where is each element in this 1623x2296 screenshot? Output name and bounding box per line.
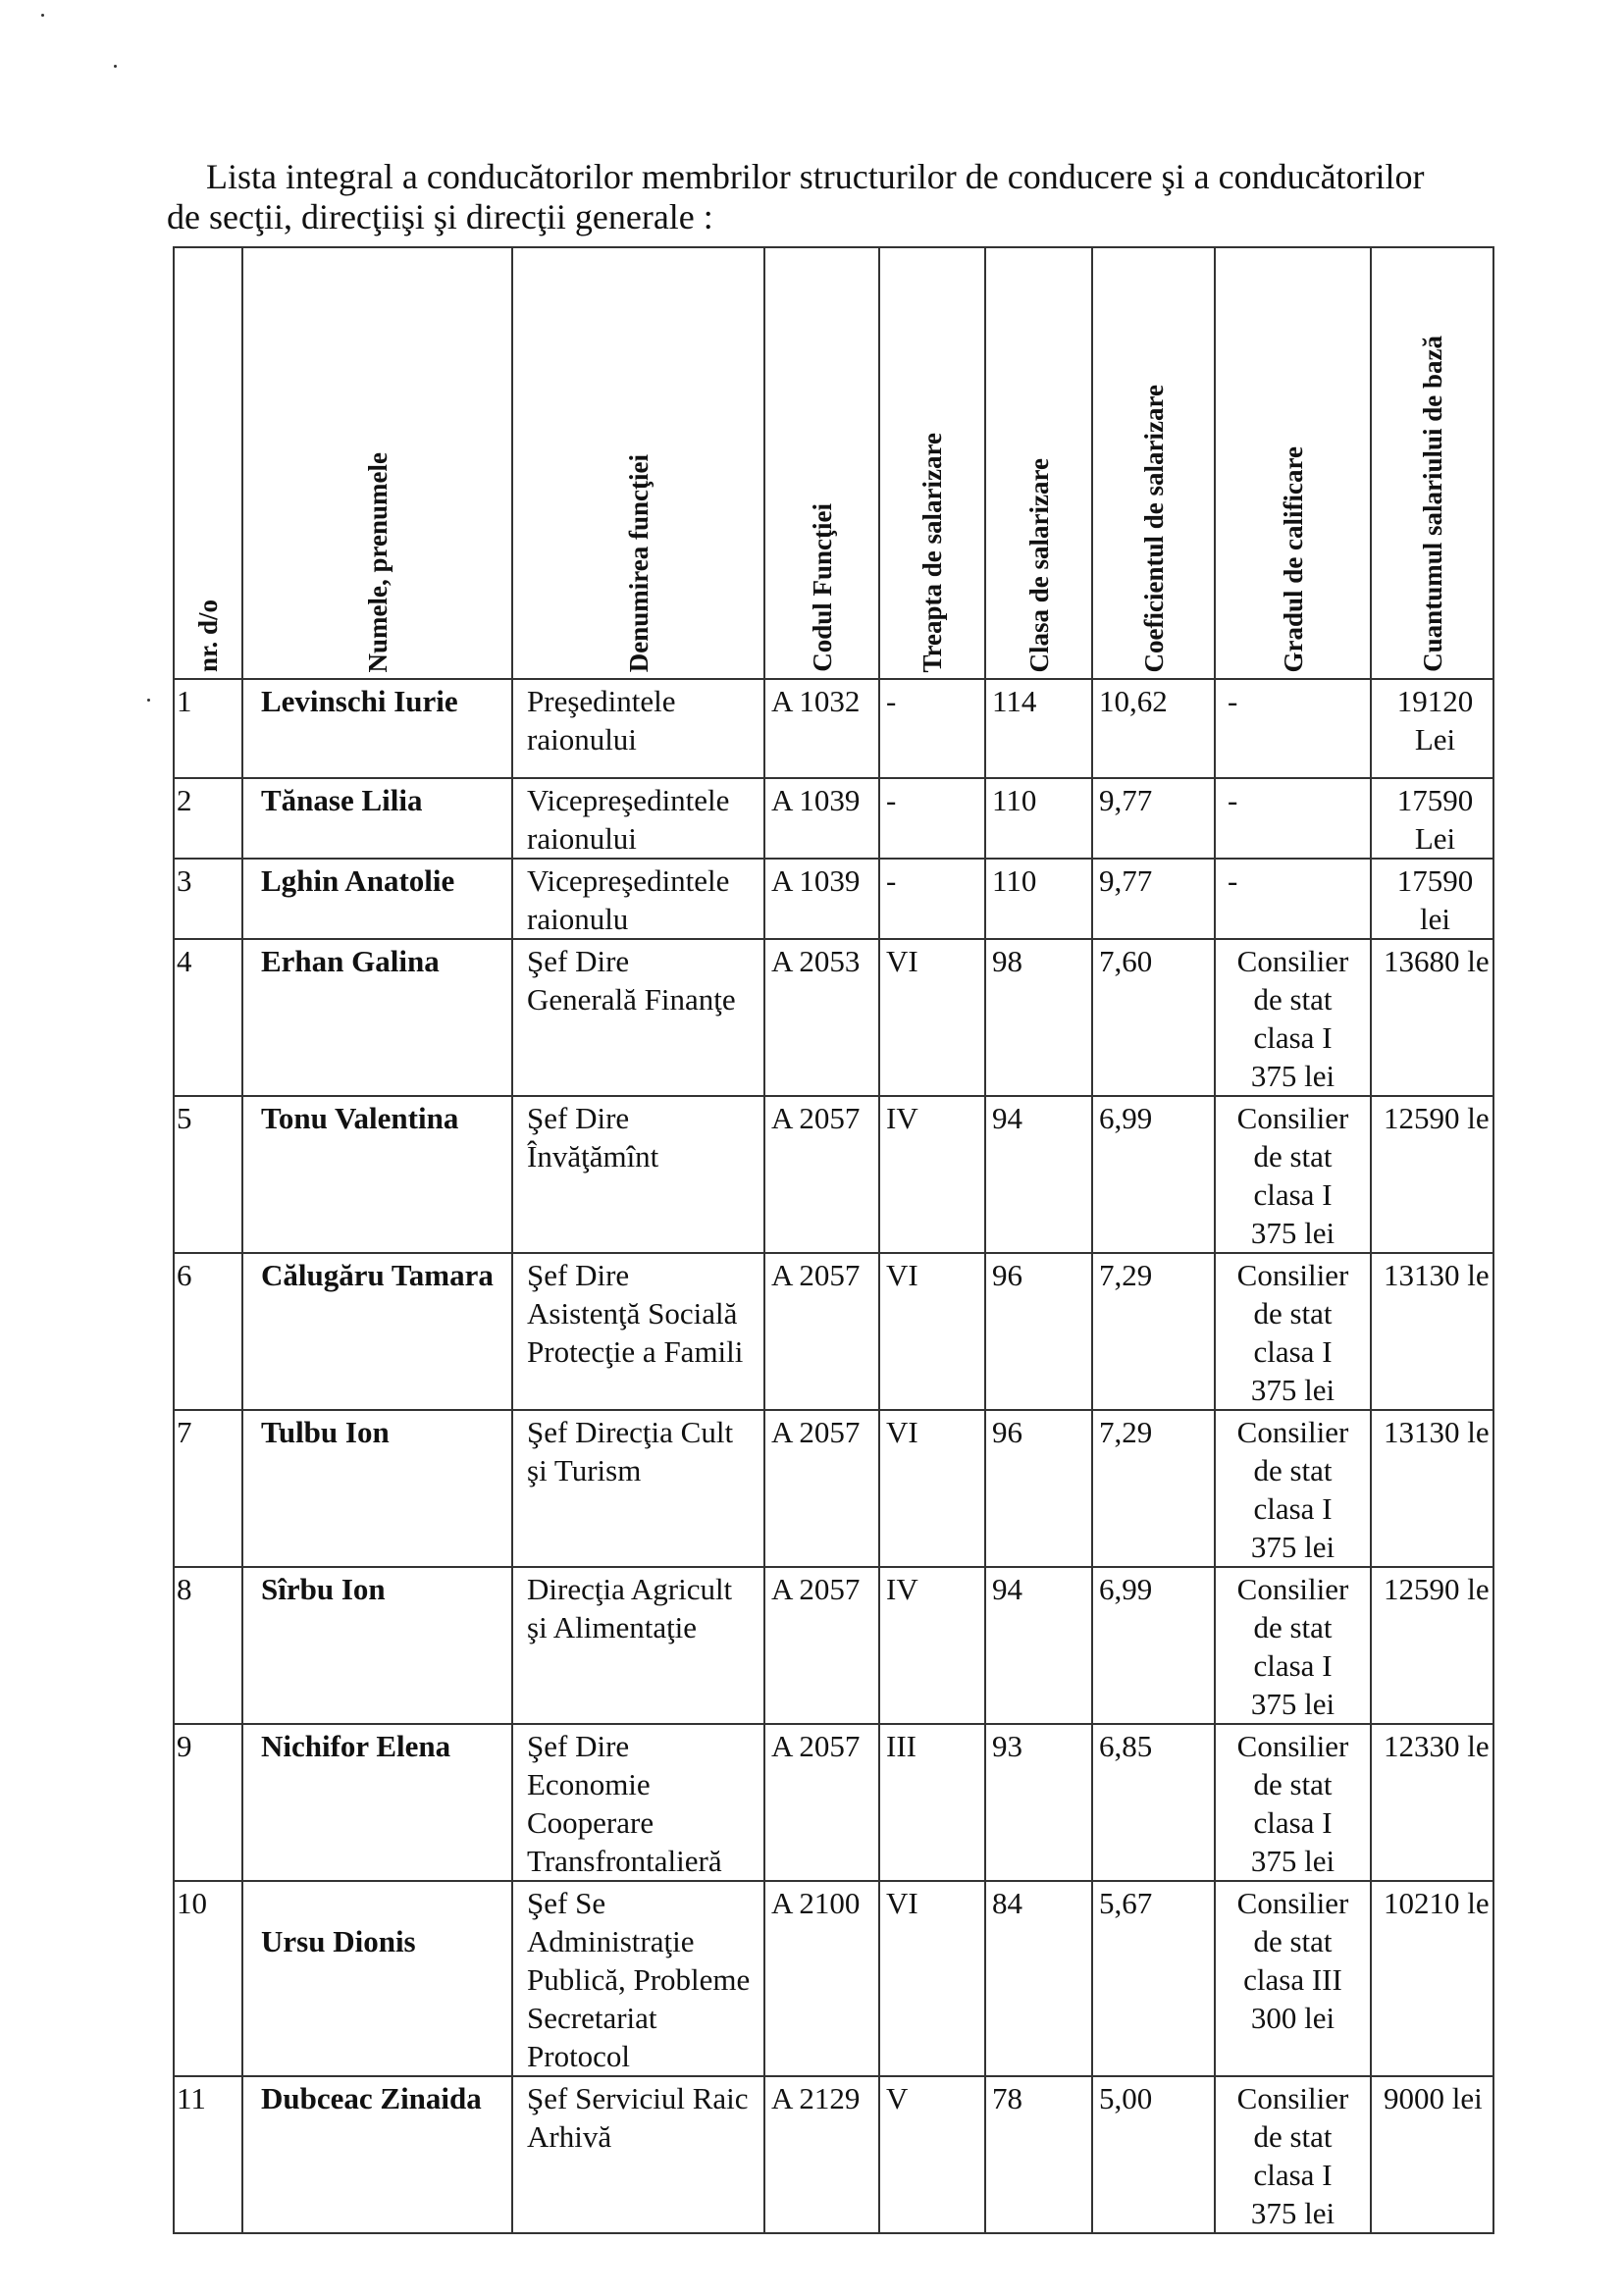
person-name: Nichifor Elena [242, 1724, 512, 1881]
cell-line: 300 lei [1250, 2001, 1335, 2035]
person-name: Tănase Lilia [242, 778, 512, 859]
row-number: 8 [174, 1567, 242, 1724]
cell-line: de stat [1253, 1767, 1333, 1801]
cell-line: Şef Dire [527, 1101, 630, 1135]
cell-line: Şef Direcţia Cult [527, 1415, 734, 1449]
cell-line: Publică, Probleme [527, 1962, 751, 1997]
salary-coefficient: 9,77 [1092, 859, 1215, 939]
function-title [512, 1567, 764, 1724]
cell-line: Asistenţă Socială [527, 1296, 738, 1331]
cell-line: de stat [1253, 1610, 1333, 1644]
table-row [174, 679, 1493, 778]
salary-class: 98 [985, 939, 1092, 1096]
table-row [174, 1567, 1493, 1724]
table-body [174, 679, 1493, 2233]
base-salary [1371, 1724, 1493, 1881]
row-number: 10 [174, 1881, 242, 2076]
cell-line: - [1228, 863, 1238, 898]
header-salary [1371, 247, 1493, 679]
header-label: Coeficientul de salarizare [1138, 384, 1169, 672]
person-name: Călugăru Tamara [242, 1253, 512, 1410]
cell-line: 17590 [1396, 863, 1474, 898]
cell-line: Arhivă [527, 2119, 612, 2154]
cell-line: Protocol [527, 2039, 631, 2073]
function-title [512, 1724, 764, 1881]
cell-line: 12590 le [1384, 1572, 1490, 1606]
qualification-grade [1215, 1410, 1371, 1567]
cell-line: Generală Finanţe [527, 982, 736, 1017]
header-label: nr. d/o [193, 599, 223, 672]
function-title [512, 939, 764, 1096]
cell-line: 375 lei [1250, 1373, 1335, 1407]
salary-step: - [879, 859, 985, 939]
qualification-grade [1215, 679, 1371, 778]
cell-line: Lei [1414, 821, 1456, 856]
table-header-row [174, 247, 1493, 679]
cell-line: Şef Se [527, 1886, 606, 1920]
cell-line: raionulu [527, 902, 629, 936]
header-code [764, 247, 879, 679]
cell-line: 13680 le [1384, 944, 1490, 978]
base-salary [1371, 1567, 1493, 1724]
cell-line: Administraţie [527, 1924, 695, 1958]
cell-line: Consilier [1236, 1572, 1349, 1606]
qualification-grade [1215, 859, 1371, 939]
salary-class: 96 [985, 1253, 1092, 1410]
function-code: A 2057 [764, 1567, 879, 1724]
cell-line: şi Turism [527, 1453, 642, 1487]
header-label: Codul Funcţiei [807, 503, 837, 672]
salary-coefficient: 7,29 [1092, 1253, 1215, 1410]
person-name: Erhan Galina [242, 939, 512, 1096]
salary-step: VI [879, 1881, 985, 2076]
function-title [512, 1253, 764, 1410]
title-line-1: Lista integral a conducătorilor membrilor structurilor de conducere şi a conducătorilor [206, 157, 1425, 196]
salary-coefficient: 7,60 [1092, 939, 1215, 1096]
cell-line: Consilier [1236, 1415, 1349, 1449]
person-name: Sîrbu Ion [242, 1567, 512, 1724]
function-title [512, 1881, 764, 2076]
cell-line: de stat [1253, 2119, 1333, 2154]
qualification-grade [1215, 1567, 1371, 1724]
function-code: A 2057 [764, 1096, 879, 1253]
cell-line: de stat [1253, 1139, 1333, 1174]
base-salary [1371, 1881, 1493, 2076]
qualification-grade [1215, 1253, 1371, 1410]
cell-line: Secretariat [527, 2001, 657, 2035]
cell-line: Învăţămînt [527, 1139, 659, 1174]
cell-line: Direcţia Agricult [527, 1572, 733, 1606]
cell-line: 375 lei [1250, 1530, 1335, 1564]
cell-line: Şef Dire [527, 1258, 630, 1292]
cell-line: de stat [1253, 982, 1333, 1017]
row-number: 7 [174, 1410, 242, 1567]
salary-step: III [879, 1724, 985, 1881]
qualification-grade [1215, 1724, 1371, 1881]
cell-line: Protecţie a Famili [527, 1334, 744, 1369]
cell-line: de stat [1253, 1296, 1333, 1331]
header-label: Cuantumul salariului de bază [1417, 336, 1447, 672]
salary-class: 93 [985, 1724, 1092, 1881]
salary-step: VI [879, 1410, 985, 1567]
qualification-grade [1215, 778, 1371, 859]
cell-line: Consilier [1236, 1258, 1349, 1292]
salary-step: - [879, 679, 985, 778]
person-name: Tulbu Ion [242, 1410, 512, 1567]
function-title [512, 778, 764, 859]
person-name: Ursu Dionis [242, 1881, 512, 2076]
cell-line: 12590 le [1384, 1101, 1490, 1135]
base-salary [1371, 679, 1493, 778]
cell-line: Şef Dire [527, 1729, 630, 1763]
salary-class: 114 [985, 679, 1092, 778]
salary-step: IV [879, 1567, 985, 1724]
base-salary [1371, 1410, 1493, 1567]
salary-class: 84 [985, 1881, 1092, 2076]
leaders-table [173, 246, 1494, 2234]
cell-line: Consilier [1236, 2081, 1349, 2115]
salary-coefficient: 10,62 [1092, 679, 1215, 778]
salary-coefficient: 9,77 [1092, 778, 1215, 859]
table-row [174, 1096, 1493, 1253]
function-code: A 2057 [764, 1253, 879, 1410]
row-number: 6 [174, 1253, 242, 1410]
salary-class: 78 [985, 2076, 1092, 2233]
cell-line: Vicepreşedintele [527, 863, 730, 898]
person-name: Levinschi Iurie [242, 679, 512, 778]
header-function [512, 247, 764, 679]
cell-line: 19120 [1396, 684, 1474, 718]
table-row [174, 2076, 1493, 2233]
cell-line: Şef Serviciul Raic [527, 2081, 749, 2115]
header-grade [1215, 247, 1371, 679]
qualification-grade [1215, 2076, 1371, 2233]
cell-line: de stat [1253, 1453, 1333, 1487]
salary-step: V [879, 2076, 985, 2233]
salary-class: 94 [985, 1567, 1092, 1724]
scan-speck [41, 14, 44, 17]
cell-line: clasa I [1253, 1177, 1333, 1212]
cell-line: - [1228, 684, 1238, 718]
cell-line: 10210 le [1384, 1886, 1490, 1920]
table-row [174, 859, 1493, 939]
cell-line: Consilier [1236, 1101, 1349, 1135]
function-code: A 1039 [764, 778, 879, 859]
cell-line: clasa I [1253, 1805, 1333, 1840]
function-title [512, 2076, 764, 2233]
function-title [512, 859, 764, 939]
salary-coefficient: 6,99 [1092, 1567, 1215, 1724]
salary-step: IV [879, 1096, 985, 1253]
salary-step: - [879, 778, 985, 859]
cell-line: Şef Dire [527, 944, 630, 978]
cell-line: raionului [527, 821, 637, 856]
base-salary [1371, 1253, 1493, 1410]
cell-line: clasa I [1253, 1491, 1333, 1526]
qualification-grade [1215, 1881, 1371, 2076]
cell-line: clasa I [1253, 1020, 1333, 1055]
cell-line: Economie [527, 1767, 651, 1801]
base-salary [1371, 859, 1493, 939]
cell-line: Consilier [1236, 944, 1349, 978]
cell-line: Transfrontalieră [527, 1844, 722, 1878]
row-number: 4 [174, 939, 242, 1096]
base-salary [1371, 939, 1493, 1096]
function-code: A 2057 [764, 1410, 879, 1567]
function-title [512, 1410, 764, 1567]
row-number: 11 [174, 2076, 242, 2233]
cell-line: 9000 lei [1384, 2081, 1483, 2115]
base-salary [1371, 778, 1493, 859]
header-name [242, 247, 512, 679]
cell-line: Consilier [1236, 1729, 1349, 1763]
cell-line: lei [1420, 902, 1450, 936]
salary-coefficient: 5,67 [1092, 1881, 1215, 2076]
function-code: A 2053 [764, 939, 879, 1096]
table-row [174, 939, 1493, 1096]
salary-coefficient: 7,29 [1092, 1410, 1215, 1567]
salary-coefficient: 6,99 [1092, 1096, 1215, 1253]
person-name: Tonu Valentina [242, 1096, 512, 1253]
base-salary [1371, 1096, 1493, 1253]
header-label: Denumirea funcţiei [623, 453, 654, 672]
qualification-grade [1215, 939, 1371, 1096]
cell-line: 17590 [1396, 783, 1474, 817]
table-row [174, 1253, 1493, 1410]
row-number: 2 [174, 778, 242, 859]
cell-line: clasa I [1253, 1648, 1333, 1683]
title-line-2: de secţii, direcţiişi şi direcţii generale : [167, 197, 713, 236]
cell-line: Cooperare [527, 1805, 654, 1840]
cell-line: de stat [1253, 1924, 1333, 1958]
function-code: A 2057 [764, 1724, 879, 1881]
row-number: 3 [174, 859, 242, 939]
table-row [174, 778, 1493, 859]
cell-line: raionului [527, 722, 637, 757]
function-title [512, 1096, 764, 1253]
salary-step: VI [879, 939, 985, 1096]
scan-speck [147, 699, 150, 702]
salary-class: 110 [985, 778, 1092, 859]
scan-speck [114, 65, 117, 68]
header-label: Gradul de calificare [1278, 445, 1308, 672]
salary-class: 96 [985, 1410, 1092, 1567]
base-salary [1371, 2076, 1493, 2233]
person-name: Dubceac Zinaida [242, 2076, 512, 2233]
header-nr [174, 247, 242, 679]
header-step [879, 247, 985, 679]
cell-line: clasa III [1243, 1962, 1342, 1997]
table-row [174, 1410, 1493, 1567]
salary-class: 110 [985, 859, 1092, 939]
header-label: Clasa de salarizare [1023, 457, 1054, 672]
function-code: A 2100 [764, 1881, 879, 2076]
function-code: A 2129 [764, 2076, 879, 2233]
cell-line: Lei [1414, 722, 1456, 757]
cell-line: şi Alimentaţie [527, 1610, 698, 1644]
function-code: A 1039 [764, 859, 879, 939]
salary-step: VI [879, 1253, 985, 1410]
qualification-grade [1215, 1096, 1371, 1253]
row-number: 1 [174, 679, 242, 778]
cell-line: 13130 le [1384, 1415, 1490, 1449]
cell-line: clasa I [1253, 2158, 1333, 2192]
row-number: 9 [174, 1724, 242, 1881]
cell-line: 12330 le [1384, 1729, 1490, 1763]
cell-line: 375 lei [1250, 1059, 1335, 1093]
cell-line: Vicepreşedintele [527, 783, 730, 817]
person-name: Lghin Anatolie [242, 859, 512, 939]
cell-line: 375 lei [1250, 1216, 1335, 1250]
cell-line: 13130 le [1384, 1258, 1490, 1292]
function-code: A 1032 [764, 679, 879, 778]
cell-line: clasa I [1253, 1334, 1333, 1369]
document-title [167, 157, 1560, 237]
salary-class: 94 [985, 1096, 1092, 1253]
header-coefficient [1092, 247, 1215, 679]
header-class [985, 247, 1092, 679]
header-label: Treapta de salarizare [917, 432, 947, 672]
cell-line: - [1228, 783, 1238, 817]
table-row [174, 1881, 1493, 2076]
function-title [512, 679, 764, 778]
cell-line: 375 lei [1250, 2196, 1335, 2230]
salary-coefficient: 6,85 [1092, 1724, 1215, 1881]
cell-line: Consilier [1236, 1886, 1349, 1920]
cell-line: 375 lei [1250, 1687, 1335, 1721]
cell-line: 375 lei [1250, 1844, 1335, 1878]
row-number: 5 [174, 1096, 242, 1253]
table-row [174, 1724, 1493, 1881]
cell-line: Preşedintele [527, 684, 676, 718]
salary-coefficient: 5,00 [1092, 2076, 1215, 2233]
header-label: Numele, prenumele [362, 451, 393, 672]
